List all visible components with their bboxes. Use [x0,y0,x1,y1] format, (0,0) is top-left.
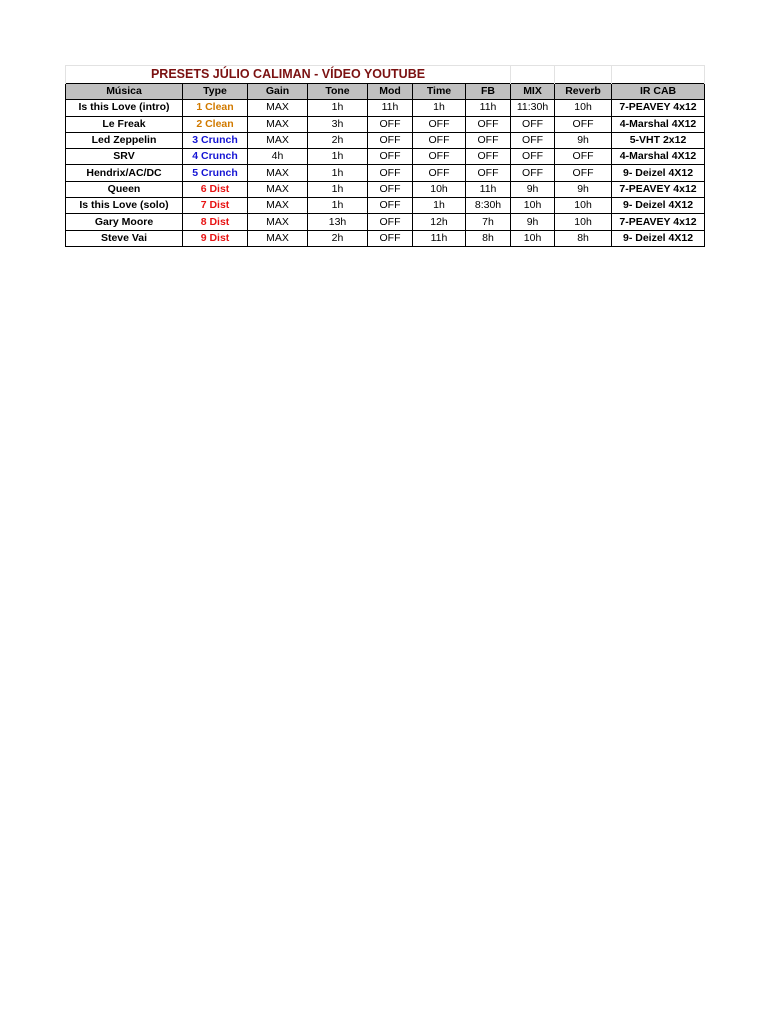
ir-cab-cell: 9- Deizel 4X12 [612,198,705,214]
table-row [66,132,705,148]
ir-cab-cell: 4-Marshal 4X12 [612,149,705,165]
reverb-cell: 9h [555,132,612,148]
table-row [66,198,705,214]
gain-cell: MAX [248,181,308,197]
table-row [66,214,705,230]
song-cell: Led Zeppelin [66,132,183,148]
tone-cell: 1h [308,198,368,214]
blank-cell [555,66,612,84]
header-fb: FB [466,84,511,100]
ir-cab-cell: 9- Deizel 4X12 [612,230,705,246]
gain-cell: MAX [248,198,308,214]
type-cell: 4 Crunch [183,149,248,165]
tone-cell: 1h [308,100,368,116]
song-cell: Steve Vai [66,230,183,246]
reverb-cell: 10h [555,214,612,230]
fb-cell: OFF [466,149,511,165]
type-cell: 8 Dist [183,214,248,230]
ir-cab-cell: 7-PEAVEY 4x12 [612,100,705,116]
song-cell: Gary Moore [66,214,183,230]
table-row [66,165,705,181]
type-cell: 6 Dist [183,181,248,197]
header-tone: Tone [308,84,368,100]
gain-cell: MAX [248,214,308,230]
type-cell: 5 Crunch [183,165,248,181]
gain-cell: MAX [248,132,308,148]
ir-cab-cell: 7-PEAVEY 4x12 [612,181,705,197]
mod-cell: 11h [368,100,413,116]
fb-cell: 7h [466,214,511,230]
fb-cell: OFF [466,116,511,132]
reverb-cell: 9h [555,181,612,197]
ir-cab-cell: 5-VHT 2x12 [612,132,705,148]
header-mod: Mod [368,84,413,100]
time-cell: 10h [413,181,466,197]
time-cell: 1h [413,198,466,214]
mix-cell: OFF [511,149,555,165]
time-cell: OFF [413,149,466,165]
tone-cell: 13h [308,214,368,230]
type-cell: 3 Crunch [183,132,248,148]
gain-cell: 4h [248,149,308,165]
table-row [66,230,705,246]
time-cell: OFF [413,165,466,181]
time-cell: 1h [413,100,466,116]
header-reverb: Reverb [555,84,612,100]
time-cell: 11h [413,230,466,246]
mix-cell: 10h [511,198,555,214]
tone-cell: 1h [308,149,368,165]
mod-cell: OFF [368,165,413,181]
mod-cell: OFF [368,132,413,148]
tone-cell: 2h [308,132,368,148]
type-cell: 2 Clean [183,116,248,132]
gain-cell: MAX [248,230,308,246]
type-cell: 1 Clean [183,100,248,116]
presets-table-body [66,66,705,247]
tone-cell: 3h [308,116,368,132]
song-cell: Is this Love (intro) [66,100,183,116]
ir-cab-cell: 7-PEAVEY 4x12 [612,214,705,230]
gain-cell: MAX [248,116,308,132]
mix-cell: 11:30h [511,100,555,116]
fb-cell: OFF [466,165,511,181]
reverb-cell: 10h [555,100,612,116]
mix-cell: OFF [511,165,555,181]
song-cell: Queen [66,181,183,197]
mix-cell: 9h [511,214,555,230]
mod-cell: OFF [368,181,413,197]
song-cell: Hendrix/AC/DC [66,165,183,181]
type-cell: 7 Dist [183,198,248,214]
type-cell: 9 Dist [183,230,248,246]
mix-cell: 10h [511,230,555,246]
table-row [66,116,705,132]
fb-cell: 11h [466,100,511,116]
tone-cell: 2h [308,230,368,246]
header-ir-cab: IR CAB [612,84,705,100]
fb-cell: 11h [466,181,511,197]
tone-cell: 1h [308,181,368,197]
song-cell: SRV [66,149,183,165]
gain-cell: MAX [248,165,308,181]
mod-cell: OFF [368,198,413,214]
gain-cell: MAX [248,100,308,116]
reverb-cell: 10h [555,198,612,214]
blank-cell [511,66,555,84]
reverb-cell: OFF [555,165,612,181]
presets-table [65,65,705,247]
reverb-cell: 8h [555,230,612,246]
mod-cell: OFF [368,149,413,165]
tone-cell: 1h [308,165,368,181]
blank-cell [612,66,705,84]
time-cell: 12h [413,214,466,230]
ir-cab-cell: 4-Marshal 4X12 [612,116,705,132]
mix-cell: 9h [511,181,555,197]
header-type: Type [183,84,248,100]
header-gain: Gain [248,84,308,100]
time-cell: OFF [413,132,466,148]
song-cell: Le Freak [66,116,183,132]
table-row [66,100,705,116]
time-cell: OFF [413,116,466,132]
mix-cell: OFF [511,116,555,132]
table-row [66,149,705,165]
mod-cell: OFF [368,230,413,246]
header-mix: MIX [511,84,555,100]
mod-cell: OFF [368,214,413,230]
fb-cell: OFF [466,132,511,148]
table-row [66,181,705,197]
mix-cell: OFF [511,132,555,148]
ir-cab-cell: 9- Deizel 4X12 [612,165,705,181]
fb-cell: 8:30h [466,198,511,214]
reverb-cell: OFF [555,116,612,132]
header-time: Time [413,84,466,100]
header-row [66,84,705,100]
sheet-title: PRESETS JÚLIO CALIMAN - VÍDEO YOUTUBE [66,66,511,84]
fb-cell: 8h [466,230,511,246]
song-cell: Is this Love (solo) [66,198,183,214]
mod-cell: OFF [368,116,413,132]
header-musica: Música [66,84,183,100]
title-row [66,66,705,84]
reverb-cell: OFF [555,149,612,165]
